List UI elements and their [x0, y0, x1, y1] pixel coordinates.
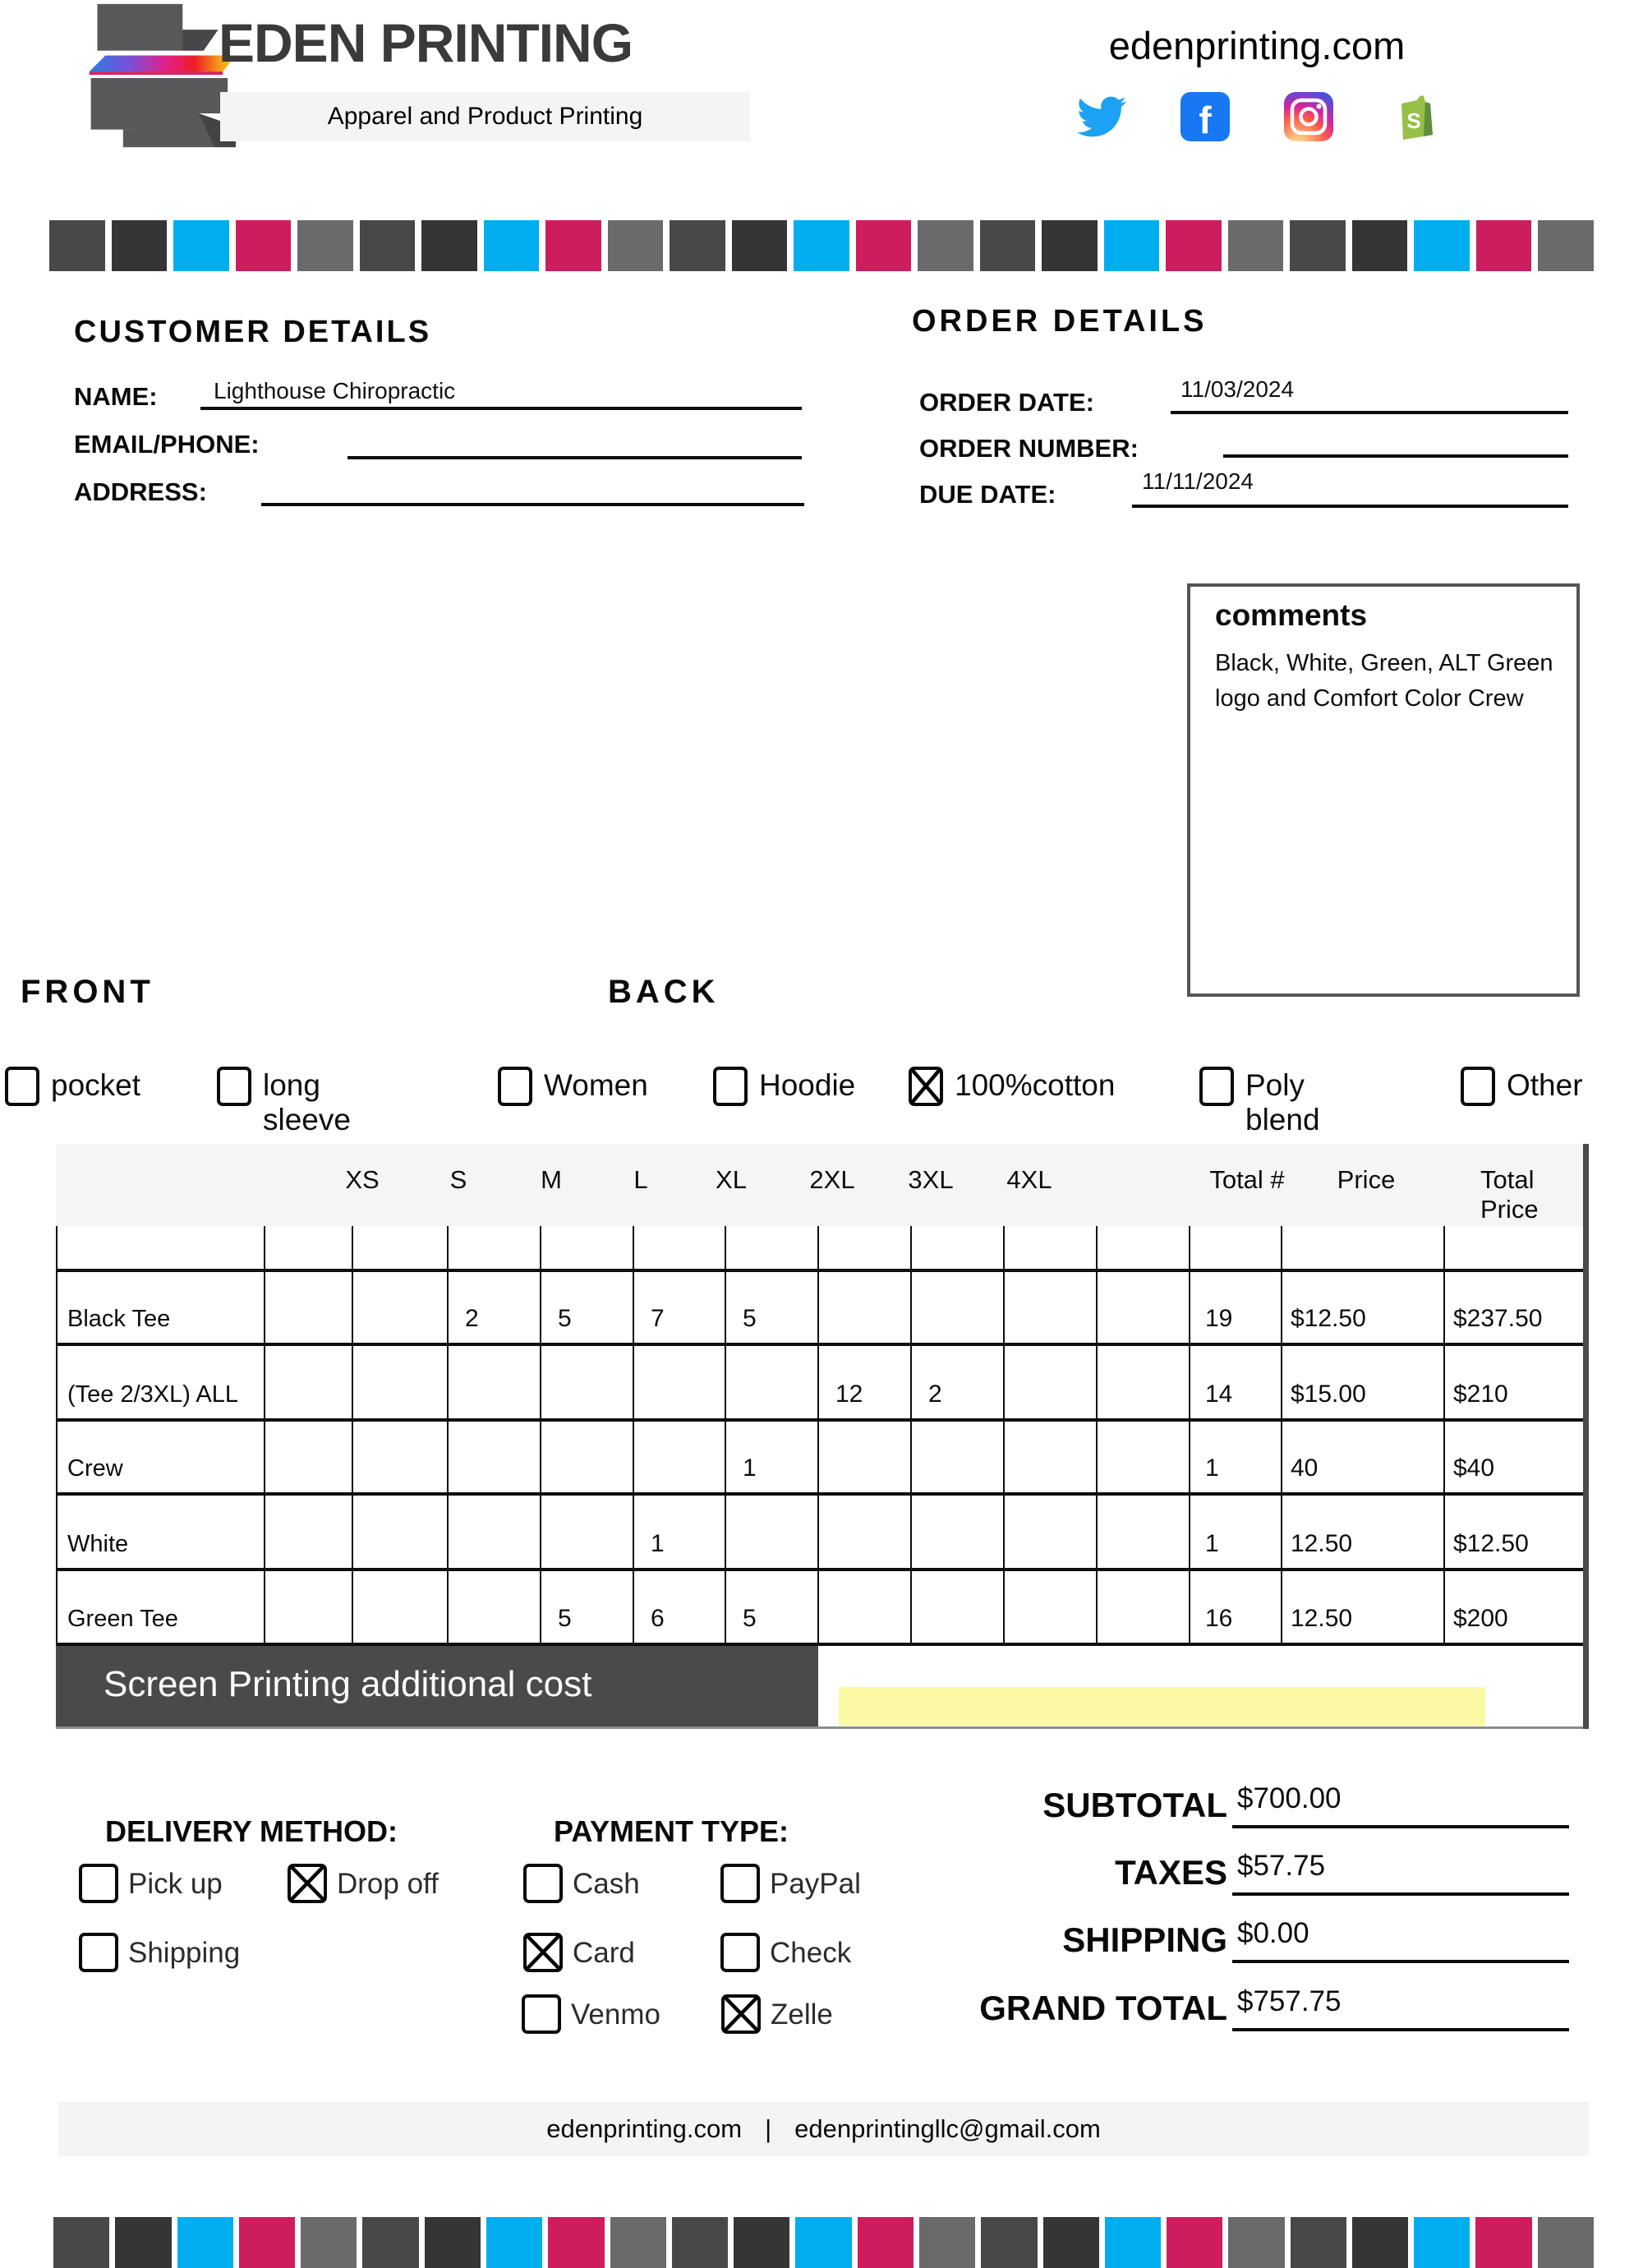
qty-m[interactable]: 5	[558, 1305, 572, 1332]
name-label: NAME:	[74, 382, 158, 411]
order-details-heading: ORDER DETAILS	[912, 304, 1208, 339]
column-header-s: S	[449, 1165, 467, 1194]
stripe-block	[1290, 220, 1346, 271]
column-header-2xl: 2XL	[809, 1165, 855, 1194]
garment-option-label-long-sleeve: long sleeve	[263, 1068, 351, 1136]
address-field-line[interactable]	[261, 503, 804, 506]
stripe-block	[484, 220, 540, 271]
stripe-block	[1043, 2217, 1099, 2268]
column-header-l: L	[633, 1165, 648, 1194]
table-grid-line	[56, 1643, 1583, 1646]
email-phone-field-line[interactable]	[347, 456, 802, 459]
table-right-border	[1583, 1144, 1589, 1729]
payment-type-heading: PAYMENT TYPE:	[554, 1814, 789, 1848]
item-name[interactable]: (Tee 2/3XL) ALL	[67, 1381, 238, 1408]
garment-checkbox-100-cotton[interactable]	[909, 1067, 943, 1106]
total-count[interactable]: 19	[1205, 1305, 1233, 1332]
delivery-checkbox-drop-off[interactable]	[288, 1864, 327, 1903]
qty-m[interactable]: 5	[558, 1605, 572, 1632]
total-count[interactable]: 16	[1205, 1605, 1233, 1632]
qty-3xl[interactable]: 2	[928, 1381, 942, 1408]
payment-label-check: Check	[770, 1937, 852, 1969]
stripe-block	[1476, 220, 1532, 271]
item-name[interactable]: White	[67, 1531, 129, 1557]
total-field-line	[1232, 1892, 1569, 1896]
payment-label-card: Card	[573, 1937, 635, 1969]
table-bottom-border	[56, 1726, 1589, 1729]
total-label-grand-total: GRAND TOTAL	[979, 1989, 1227, 2027]
total-count[interactable]: 1	[1205, 1454, 1219, 1482]
instagram-icon[interactable]	[1284, 92, 1333, 141]
qty-xl[interactable]: 5	[743, 1305, 757, 1332]
garment-checkbox-hoodie[interactable]	[713, 1067, 748, 1106]
stripe-block	[1414, 220, 1470, 271]
qty-xl[interactable]: 5	[743, 1605, 757, 1632]
decorative-color-stripe-bottom	[53, 2217, 1594, 2268]
stripe-block	[421, 220, 477, 271]
delivery-label-pick-up: Pick up	[128, 1868, 223, 1900]
delivery-checkbox-shipping[interactable]	[79, 1933, 118, 1972]
payment-checkbox-zelle[interactable]	[721, 1994, 761, 2034]
order-date-field-line[interactable]	[1171, 411, 1568, 414]
stripe-block	[239, 2217, 295, 2268]
screen-printing-note-bar	[56, 1643, 818, 1726]
address-label: ADDRESS:	[74, 477, 207, 506]
total-price[interactable]: $210	[1453, 1381, 1508, 1408]
payment-checkbox-paypal[interactable]	[720, 1864, 760, 1903]
stripe-block	[1166, 220, 1222, 271]
unit-price[interactable]: 12.50	[1291, 1605, 1353, 1632]
stripe-block	[608, 220, 664, 271]
column-header-price: Price	[1337, 1165, 1396, 1194]
order-number-label: ORDER NUMBER:	[919, 434, 1139, 463]
facebook-icon[interactable]: f	[1180, 92, 1230, 141]
highlight-yellow-field[interactable]	[839, 1687, 1485, 1726]
stripe-block	[794, 220, 849, 271]
footer-bar	[58, 2102, 1589, 2156]
garment-option-label-other: Other	[1507, 1068, 1583, 1102]
total-value-shipping[interactable]: $0.00	[1237, 1917, 1309, 1949]
total-label-taxes: TAXES	[1115, 1853, 1227, 1892]
stripe-block	[173, 220, 229, 271]
table-row-green-tee	[56, 1568, 1583, 1643]
decorative-color-stripe-top	[49, 220, 1594, 271]
item-name[interactable]: Crew	[67, 1455, 123, 1482]
stripe-block	[1352, 220, 1408, 271]
payment-label-cash: Cash	[573, 1868, 640, 1900]
delivery-method-heading: DELIVERY METHOD:	[105, 1814, 398, 1848]
front-label: FRONT	[21, 974, 154, 1010]
total-field-line	[1232, 1825, 1569, 1828]
stripe-block	[980, 220, 1036, 271]
delivery-checkbox-pick-up[interactable]	[79, 1864, 118, 1903]
stripe-block	[1475, 2217, 1531, 2268]
comments-title: comments	[1215, 598, 1368, 632]
garment-option-label-poly-blend: Poly blend	[1245, 1068, 1320, 1136]
payment-label-paypal: PayPal	[770, 1868, 861, 1900]
stripe-block	[1291, 2217, 1346, 2268]
unit-price[interactable]: $15.00	[1291, 1381, 1366, 1408]
garment-checkbox-pocket[interactable]	[5, 1067, 39, 1106]
footer-website[interactable]: edenprinting.com	[546, 2114, 743, 2143]
stripe-block	[425, 2217, 481, 2268]
shopify-icon[interactable]	[1388, 92, 1437, 141]
stripe-block	[115, 2217, 171, 2268]
stripe-block	[301, 2217, 357, 2268]
stripe-block	[1105, 2217, 1161, 2268]
total-value-taxes[interactable]: $57.75	[1237, 1850, 1326, 1882]
stripe-block	[1104, 220, 1160, 271]
brand-title: EDEN PRINTING	[219, 12, 633, 73]
payment-checkbox-cash[interactable]	[523, 1864, 563, 1903]
total-field-line	[1232, 2028, 1569, 2031]
garment-checkbox-long-sleeve[interactable]	[217, 1067, 251, 1106]
column-header-3xl: 3XL	[908, 1165, 954, 1194]
garment-checkbox-women[interactable]	[498, 1067, 532, 1106]
unit-price[interactable]: 12.50	[1291, 1530, 1353, 1557]
stripe-block	[1228, 2217, 1284, 2268]
stripe-block	[856, 220, 912, 271]
table-row-black-tee	[56, 1269, 1583, 1343]
stripe-block	[360, 220, 416, 271]
item-name[interactable]: Green Tee	[67, 1606, 178, 1632]
due-date-label: DUE DATE:	[919, 480, 1056, 509]
garment-checkbox-other[interactable]	[1461, 1067, 1495, 1106]
stripe-block	[981, 2217, 1037, 2268]
stripe-block	[732, 220, 788, 271]
stripe-block	[362, 2217, 418, 2268]
total-value-grand-total[interactable]: $757.75	[1237, 1985, 1342, 2017]
email-phone-label: EMAIL/PHONE:	[74, 430, 260, 459]
stripe-block	[610, 2217, 666, 2268]
stripe-block	[1167, 2217, 1222, 2268]
stripe-block	[53, 2217, 109, 2268]
name-value[interactable]: Lighthouse Chiropractic	[214, 378, 456, 403]
stripe-block	[919, 2217, 975, 2268]
stripe-block	[1352, 2217, 1408, 2268]
garment-checkbox-poly-blend[interactable]	[1199, 1067, 1234, 1106]
social-icons-row	[1027, 92, 1487, 141]
stripe-block	[670, 220, 725, 271]
total-label-shipping: SHIPPING	[1062, 1920, 1227, 1959]
total-count[interactable]: 1	[1205, 1530, 1219, 1557]
stripe-block	[858, 2217, 914, 2268]
table-row-tee-2-3xl-all	[56, 1343, 1583, 1418]
order-date-value[interactable]: 11/03/2024	[1180, 376, 1295, 402]
qty-l[interactable]: 7	[651, 1305, 665, 1332]
qty-s[interactable]: 2	[465, 1305, 479, 1332]
order-date-label: ORDER DATE:	[919, 388, 1094, 417]
comments-text[interactable]: Black, White, Green, ALT Green logo and Comfort Color Crew	[1215, 650, 1553, 712]
garment-option-label-women: Women	[544, 1068, 648, 1102]
qty-l[interactable]: 1	[651, 1530, 665, 1557]
table-row-white	[56, 1492, 1583, 1568]
screen-printing-note: Screen Printing additional cost	[104, 1664, 592, 1704]
stripe-block	[918, 220, 973, 271]
item-name[interactable]: Black Tee	[67, 1306, 171, 1332]
column-header-4xl: 4XL	[1006, 1165, 1052, 1194]
total-count[interactable]: 14	[1205, 1381, 1233, 1408]
stripe-block	[297, 220, 353, 271]
stripe-block	[177, 2217, 233, 2268]
stripe-block	[486, 2217, 542, 2268]
qty-xl[interactable]: 1	[743, 1454, 757, 1482]
stripe-block	[112, 220, 168, 271]
stripe-block	[795, 2217, 851, 2268]
brand-tagline-bar	[220, 92, 750, 141]
stripe-block	[1042, 220, 1098, 271]
twitter-icon[interactable]	[1077, 92, 1126, 141]
back-label: BACK	[608, 974, 720, 1010]
garment-option-label-pocket: pocket	[51, 1068, 141, 1102]
payment-checkbox-card[interactable]	[523, 1933, 563, 1972]
column-header-total-price: Total Price	[1480, 1165, 1539, 1224]
stripe-block	[545, 220, 601, 271]
website-url[interactable]: edenprinting.com	[1108, 24, 1406, 67]
column-header-xs: XS	[345, 1165, 380, 1194]
name-field-line[interactable]	[200, 407, 802, 410]
total-value-subtotal[interactable]: $700.00	[1237, 1782, 1342, 1814]
stripe-block	[1538, 220, 1594, 271]
column-header-m: M	[541, 1165, 562, 1194]
stripe-block	[672, 2217, 728, 2268]
stripe-block	[1414, 2217, 1470, 2268]
total-label-subtotal: SUBTOTAL	[1042, 1786, 1227, 1824]
unit-price[interactable]: $12.50	[1291, 1305, 1366, 1332]
total-price[interactable]: $237.50	[1453, 1305, 1543, 1332]
garment-option-label-hoodie: Hoodie	[759, 1068, 856, 1102]
stripe-block	[1538, 2217, 1594, 2268]
payment-label-zelle: Zelle	[771, 1998, 833, 2031]
payment-label-venmo: Venmo	[571, 1998, 660, 2031]
column-header-total: Total #	[1209, 1165, 1285, 1194]
qty-l[interactable]: 6	[651, 1605, 665, 1632]
table-row-crew	[56, 1418, 1583, 1492]
size-table	[56, 1144, 1589, 1729]
total-price[interactable]: $200	[1453, 1605, 1508, 1632]
payment-checkbox-venmo[interactable]	[522, 1994, 561, 2034]
payment-checkbox-check[interactable]	[720, 1933, 760, 1972]
stripe-block	[49, 220, 105, 271]
stripe-block	[548, 2217, 604, 2268]
stripe-block	[1228, 220, 1284, 271]
due-date-field-line[interactable]	[1132, 505, 1568, 508]
garment-option-label-100-cotton: 100%cotton	[955, 1068, 1116, 1102]
stripe-block	[236, 220, 292, 271]
delivery-label-shipping: Shipping	[128, 1937, 241, 1969]
total-price[interactable]: $12.50	[1453, 1530, 1529, 1557]
column-header-xl: XL	[716, 1165, 747, 1194]
brand-tagline: Apparel and Product Printing	[327, 103, 643, 130]
svg-text:S: S	[1406, 108, 1421, 133]
qty-2xl[interactable]: 12	[835, 1381, 863, 1408]
order-number-field-line[interactable]	[1223, 454, 1568, 458]
stripe-block	[734, 2217, 789, 2268]
delivery-label-drop-off: Drop off	[337, 1868, 439, 1900]
footer-email[interactable]: edenprintingllc@gmail.com	[794, 2114, 1101, 2143]
total-field-line	[1232, 1960, 1569, 1963]
customer-details-heading: CUSTOMER DETAILS	[74, 315, 432, 349]
due-date-value[interactable]: 11/11/2024	[1142, 468, 1254, 494]
total-price[interactable]: $40	[1453, 1454, 1495, 1482]
footer-separator: |	[765, 2114, 772, 2143]
unit-price[interactable]: 40	[1291, 1454, 1319, 1482]
